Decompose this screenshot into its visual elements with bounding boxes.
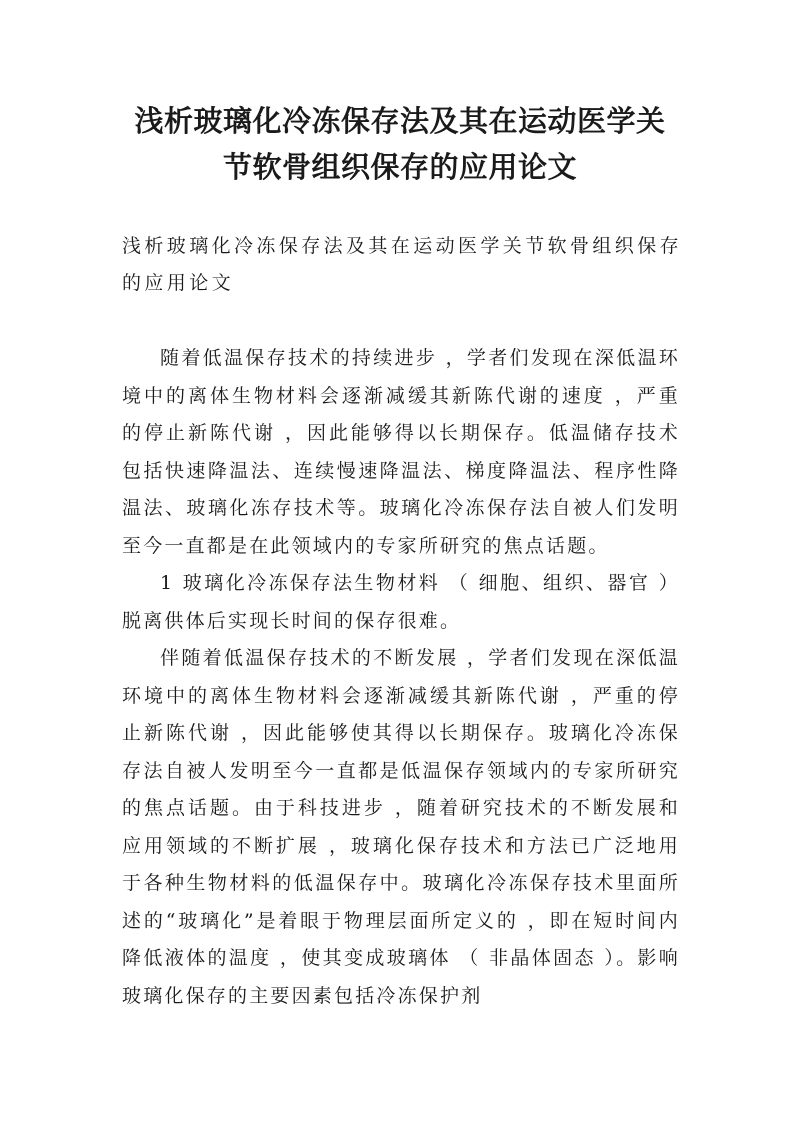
document-subtitle: 浅析玻璃化冷冻保存法及其在运动医学关节软骨组织保存的应用论文 — [122, 235, 683, 294]
paragraph-section-1: 1 玻璃化冷冻保存法生物材料 （ 细胞、组织、器官 ）脱离供体后实现长时间的保存很难。 — [122, 572, 680, 632]
document-title: 浅析玻璃化冷冻保存法及其在运动医学关节软骨组织保存的应用论文 — [134, 104, 666, 184]
paragraph-development: 伴随着低温保存技术的不断发展 ，学者们发现在深低温环境中的离体生物材料会逐渐减缓其新陈代谢 ，严重的停止新陈代谢 ，因此能够使其得以长期保存。玻璃化冷冻保存法自被人发明至今一直都是低温保存领域内的专家所研究的焦点话题。由于科技进步 ，随着研究技术的不断发展和应用领域的不断扩展 ，玻璃化保存技术和方法已广泛地用于各种生物材料的低温保存中。玻璃化冷冻保存技术里面所述的“玻璃化”是着眼于物理层面所定义的 ，即在短时间内降低液体的温度 ，使其变成玻璃体 （ 非晶体固态 ）。影响玻璃化保存的主要因素包括冷冻保护剂 — [122, 647, 680, 1007]
paragraph-intro: 随着低温保存技术的持续进步 ，学者们发现在深低温环境中的离体生物材料会逐渐减缓其新陈代谢的速度 ，严重的停止新陈代谢 ，因此能够得以长期保存。低温储存技术包括快速降温法、连续慢速降温法、梯度降温法、程序性降温法、玻璃化冻存技术等。玻璃化冷冻保存法自被人们发明至今一直都是在此领域内的专家所研究的焦点话题。 — [122, 347, 680, 557]
document-body — [122, 340, 680, 1015]
